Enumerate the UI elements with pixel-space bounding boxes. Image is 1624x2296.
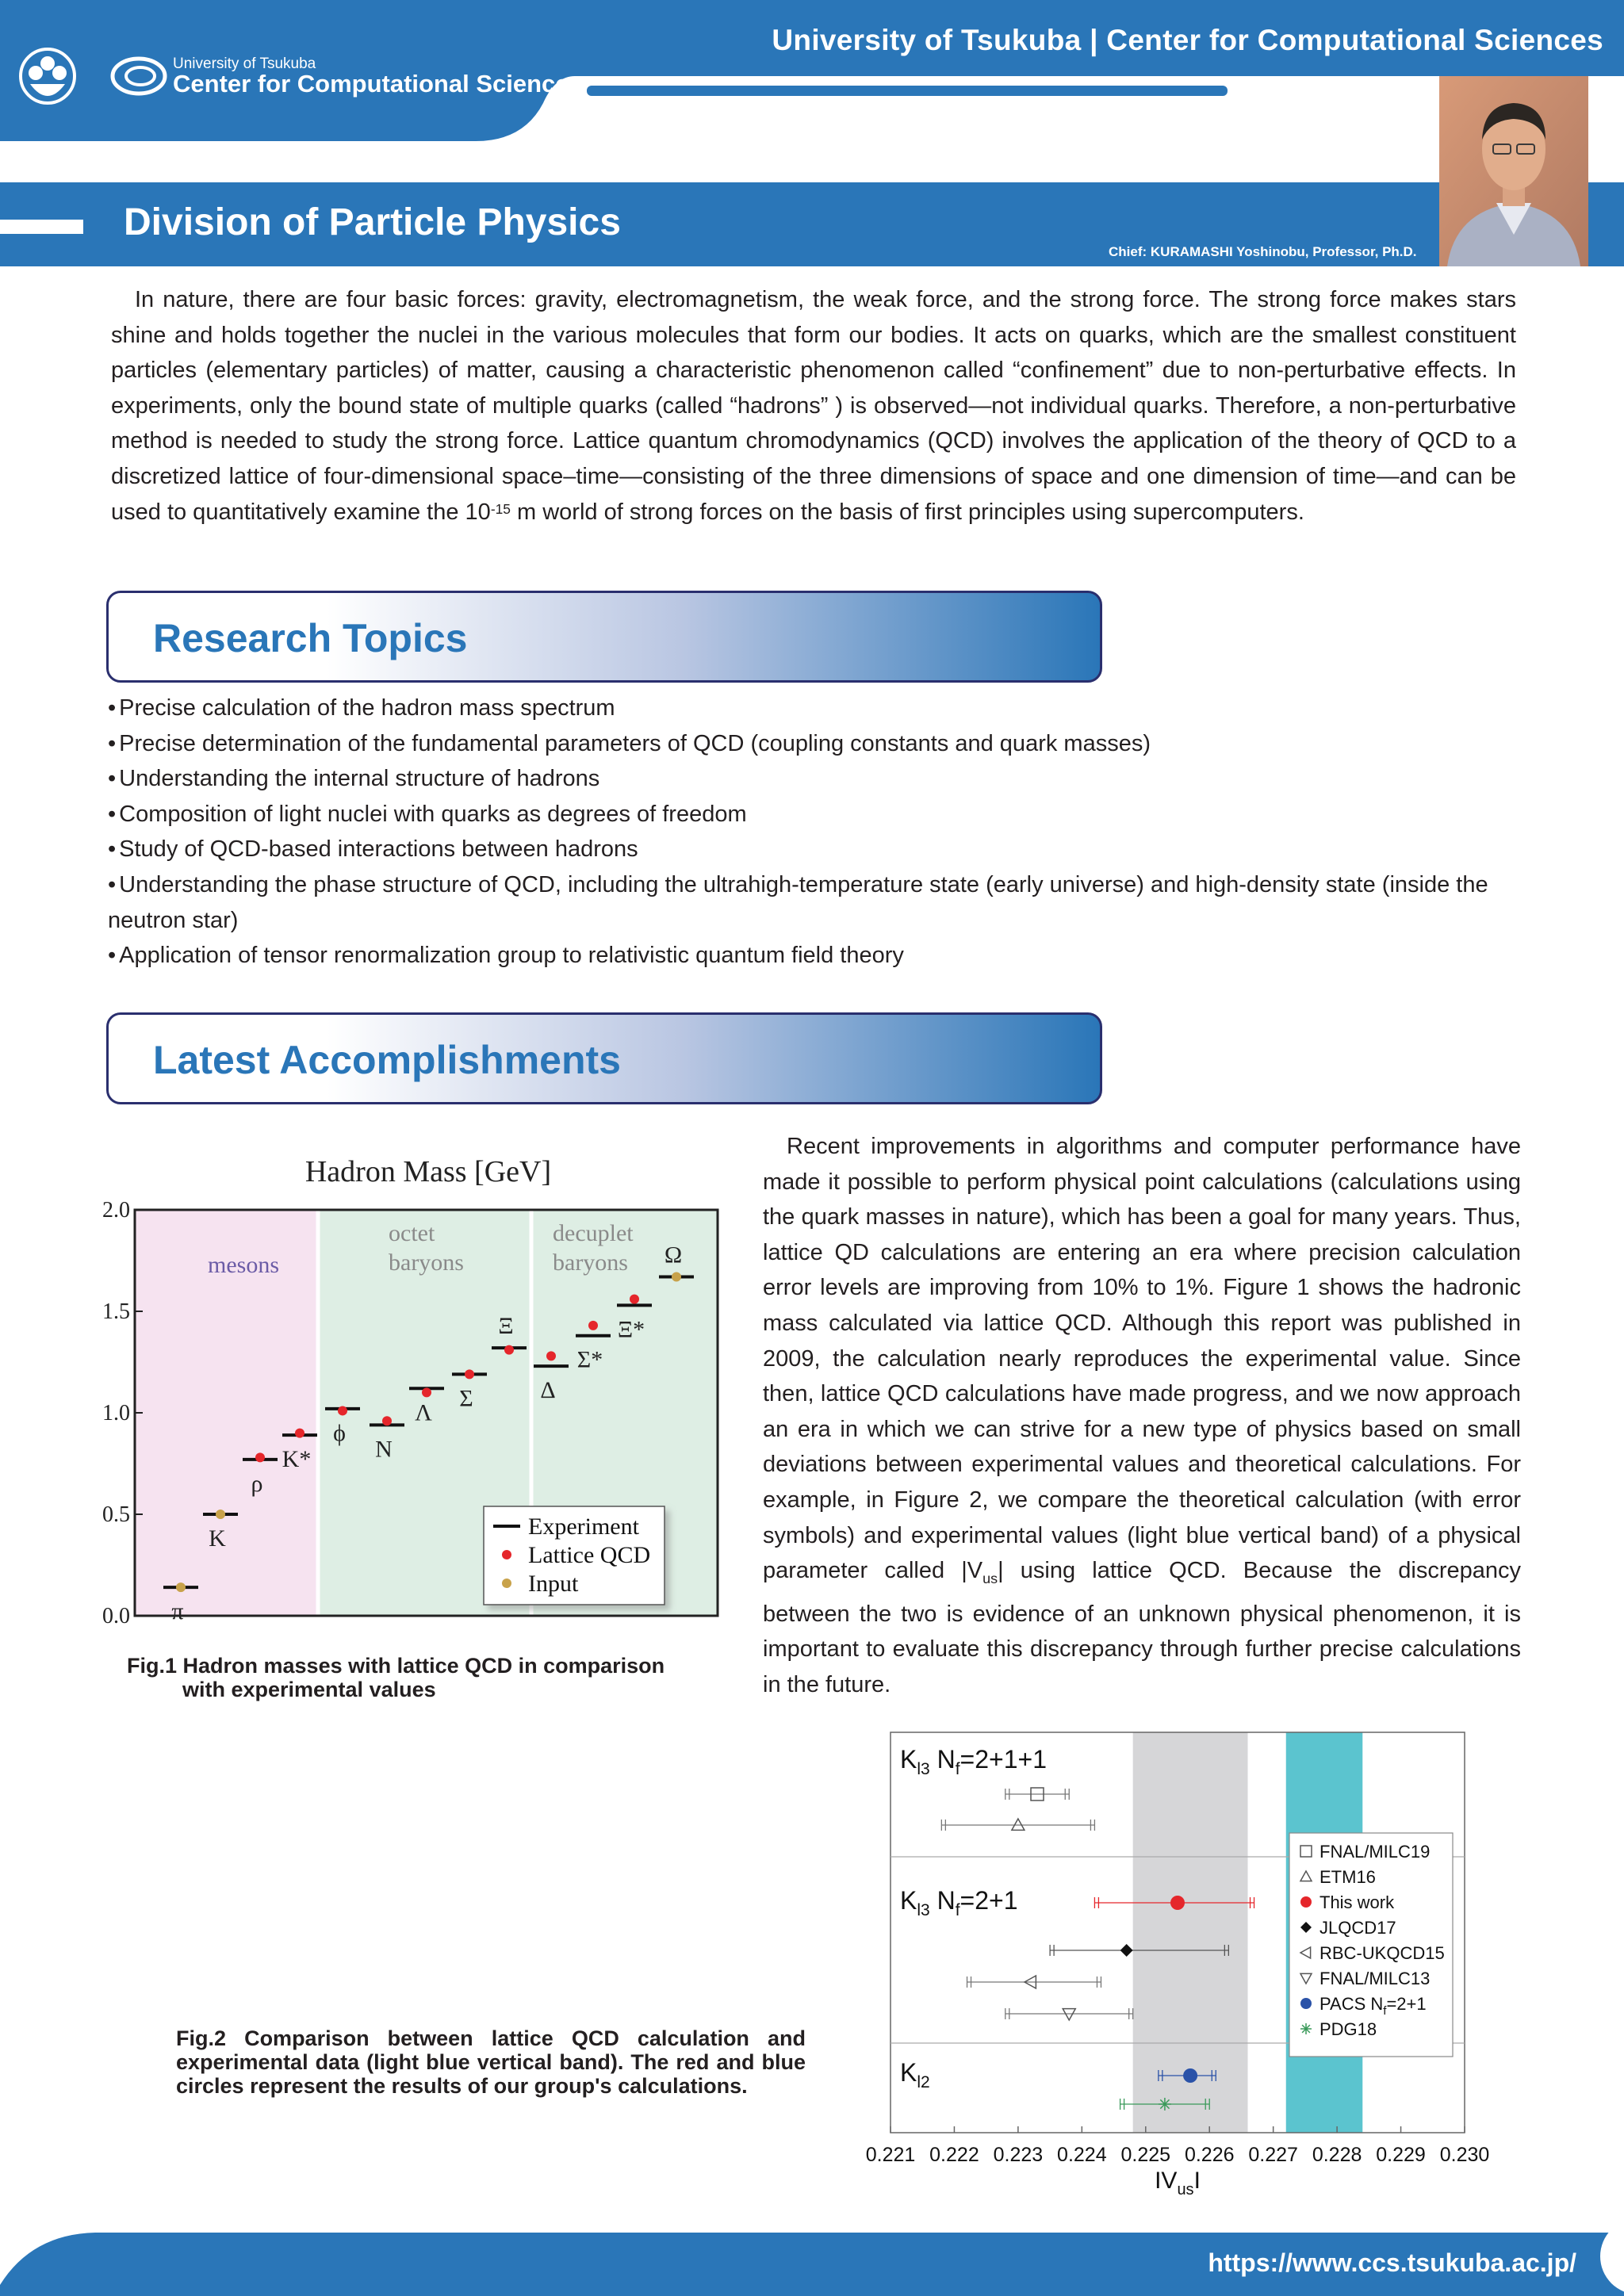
blue-circle-marker <box>1183 2068 1197 2083</box>
lattice-point <box>504 1345 514 1355</box>
lattice-point <box>338 1406 347 1415</box>
region-label: mesons <box>208 1252 279 1278</box>
hadron-mass-chart <box>87 1150 730 1633</box>
x-tick-label: 0.223 <box>993 2144 1044 2166</box>
diamond-marker <box>1120 1944 1133 1957</box>
accomplishments-banner <box>106 1012 1102 1104</box>
logo-university-text: University of Tsukuba <box>173 55 316 72</box>
accomplishments-text: Recent improvements in algorithms and computer performance have made it possible to perform physical point calculations (calculations using the quark masses in nature), which has been a goal for many years. Thus, lattice QD calculations are entering an era where precision calculation error levels are improving from 10% to 1%. Figure 1 shows the hadronic mass calculated via lattice QCD. Although this report was published in 2009, the calculation nearly reproduces the experimental value. Since then, lattice QCD calculations have made progress, and we now approach an era in which we can strive for a new type of physics based on small deviations between experimental values and theoretical calculations. For example, in Figure 2, we compare the theoretical calculation (with error symbols) and experimental values (light blue vertical band) of a physical parameter called $|V_{us}|$ using lattice QCD. Because the discrepancy between the two is evidence of an unknown physical phenomenon, it is important to evaluate this discrepancy through further precise calculations in the future. <box>763 1134 1521 1697</box>
input-point <box>672 1272 681 1281</box>
lattice-point <box>588 1321 598 1330</box>
fig1-caption: Fig.1 Hadron masses with lattice QCD in comparison with experimental values <box>127 1654 665 1701</box>
chief-portrait <box>1439 76 1588 266</box>
lattice-point <box>465 1369 474 1379</box>
hadron-label: Σ <box>459 1385 473 1412</box>
lattice-point <box>255 1452 265 1462</box>
hadron-label: Ω <box>664 1242 683 1269</box>
red-circle-marker <box>1170 1896 1185 1910</box>
region-label: octet <box>389 1220 435 1246</box>
hadron-label: Λ <box>415 1399 432 1426</box>
x-tick-label: 0.228 <box>1312 2144 1362 2166</box>
legend-label: Lattice QCD <box>528 1542 651 1568</box>
x-tick-label: 0.226 <box>1184 2144 1235 2166</box>
x-tick-label: 0.230 <box>1439 2144 1490 2166</box>
hadron-label: Δ <box>540 1377 556 1404</box>
legend-label: PDG18 <box>1320 2019 1377 2039</box>
intro-paragraph: In nature, there are four basic forces: gravity, electromagnetism, the weak force, and the strong force. The strong force makes stars shine and holds together the nuclei in the various molecules that form our bodies. It acts on quarks, which are the smallest constituent particles (elementary particles) of matter, causing a characteristic phenomenon called “confinement” due to non-perturbative effects. In experiments, only the bound state of multiple quarks (called “hadrons” ) is observed—not individual quarks. Therefore, a non-perturbative method is needed to study the strong force. Lattice quantum chromodynamics (QCD) involves the application of the theory of QCD to a discretized lattice of four-dimensional space–time—consisting of the three dimensions of space and one dimension of time—and can be used to quantitatively examine the $10^{-15}$ m world of strong forces on the basis of first principles using supercomputers. <box>111 287 1516 525</box>
group-label: $K_{l3}$ $N_f=2+1+1$ <box>900 1745 1047 1778</box>
legend-label: ETM16 <box>1320 1867 1376 1887</box>
topic-item: • Understanding the internal structure of hadrons <box>108 761 1519 797</box>
star-marker <box>1300 2023 1312 2034</box>
research-topics-banner <box>106 591 1102 683</box>
x-tick-label: 0.225 <box>1120 2144 1171 2166</box>
hadron-label: Ξ <box>498 1313 514 1340</box>
input-point <box>216 1510 225 1519</box>
legend-label: Input <box>528 1571 579 1597</box>
chief-name: Chief: KURAMASHI Yoshinobu, Professor, Ph.D. <box>1109 244 1417 259</box>
x-tick-label: 0.229 <box>1376 2144 1426 2166</box>
region-label: baryons <box>553 1249 628 1276</box>
legend-label: FNAL/MILC13 <box>1320 1969 1431 1988</box>
hadron-label: π <box>171 1598 184 1625</box>
hadron-label: Σ* <box>576 1346 603 1373</box>
x-tick-label: 0.224 <box>1057 2144 1107 2166</box>
lattice-point <box>295 1429 304 1438</box>
topic-item: • Composition of light nuclei with quarks as degrees of freedom <box>108 797 1519 832</box>
topic-item: • Precise determination of the fundamental parameters of QCD (coupling constants and quark masses) <box>108 726 1519 762</box>
hadron-label: ρ <box>251 1470 263 1497</box>
topic-item: • Understanding the phase structure of QCD, including the ultrahigh-temperature state (early universe) and high-density state (inside the neutron star) <box>108 867 1519 938</box>
legend-label: JLQCD17 <box>1320 1918 1396 1938</box>
hadron-label: N <box>375 1436 393 1463</box>
x-tick-label: 0.221 <box>865 2144 916 2166</box>
fig2-caption: Fig.2 Comparison between lattice QCD calculation and experimental data (light blue vertical band). The red and blue circles represent the results of our group's calculations. <box>176 2026 806 2098</box>
y-tick-label: 1.5 <box>102 1299 130 1324</box>
group-label: $K_{l2}$ <box>900 2058 930 2091</box>
chart-title: Hadron Mass [GeV] <box>304 1155 552 1188</box>
y-tick-label: 0.0 <box>102 1604 130 1628</box>
division-title: Division of Particle Physics <box>124 201 621 243</box>
hadron-label: Ξ* <box>617 1316 645 1343</box>
lattice-point <box>422 1387 431 1397</box>
legend-label: This work <box>1320 1892 1395 1912</box>
x-axis-label: $IV_{us}I$ <box>1155 2168 1201 2196</box>
legend-label: Experiment <box>528 1513 639 1540</box>
triangle-up-marker <box>1012 1819 1025 1830</box>
org-title: University of Tsukuba | Center for Computational Sciences <box>772 24 1603 56</box>
chart-legend <box>484 1506 665 1605</box>
y-tick-label: 2.0 <box>102 1198 130 1223</box>
logo-center-text: Center for Computational Sciences <box>173 70 583 98</box>
y-tick-label: 1.0 <box>102 1401 130 1425</box>
lattice-point <box>546 1351 556 1360</box>
region-label: baryons <box>389 1249 464 1276</box>
topic-item: • Application of tensor renormalization group to relativistic quantum field theory <box>108 938 1519 974</box>
accomplishments-heading: Latest Accomplishments <box>153 1038 621 1082</box>
x-tick-label: 0.227 <box>1248 2144 1298 2166</box>
legend-lattice-swatch <box>502 1550 511 1559</box>
legend-input-swatch <box>502 1578 511 1588</box>
y-tick-label: 0.5 <box>102 1502 130 1527</box>
hadron-label: K <box>209 1525 226 1552</box>
legend-label: PACS $N_f=2+1$ <box>1320 1994 1427 2018</box>
legend-label: FNAL/MILC19 <box>1320 1842 1431 1862</box>
blue-circle-marker <box>1300 1998 1312 2009</box>
x-tick-label: 0.222 <box>929 2144 979 2166</box>
group-label: $K_{l3}$ $N_f=2+1$ <box>900 1886 1018 1919</box>
hadron-label: ϕ <box>333 1419 346 1446</box>
research-topics-list <box>108 691 1519 974</box>
topic-item: • Study of QCD-based interactions between hadrons <box>108 832 1519 867</box>
research-topics-heading: Research Topics <box>153 616 468 660</box>
legend-label: RBC-UKQCD15 <box>1320 1943 1445 1963</box>
lattice-point <box>382 1416 392 1425</box>
topic-item: • Precise calculation of the hadron mass spectrum <box>108 691 1519 726</box>
lattice-point <box>630 1295 639 1304</box>
chart-legend <box>1289 1833 1453 2057</box>
title-accent-dash <box>0 220 83 234</box>
region-label: decuplet <box>553 1220 634 1246</box>
triangle-down-marker <box>1063 2009 1075 2020</box>
vus-comparison-chart <box>856 1720 1491 2196</box>
hadron-label: K* <box>282 1446 312 1473</box>
input-point <box>176 1582 186 1592</box>
footer-url-link[interactable]: https://www.ccs.tsukuba.ac.jp/ <box>1208 2248 1576 2277</box>
red-circle-marker <box>1300 1896 1312 1908</box>
